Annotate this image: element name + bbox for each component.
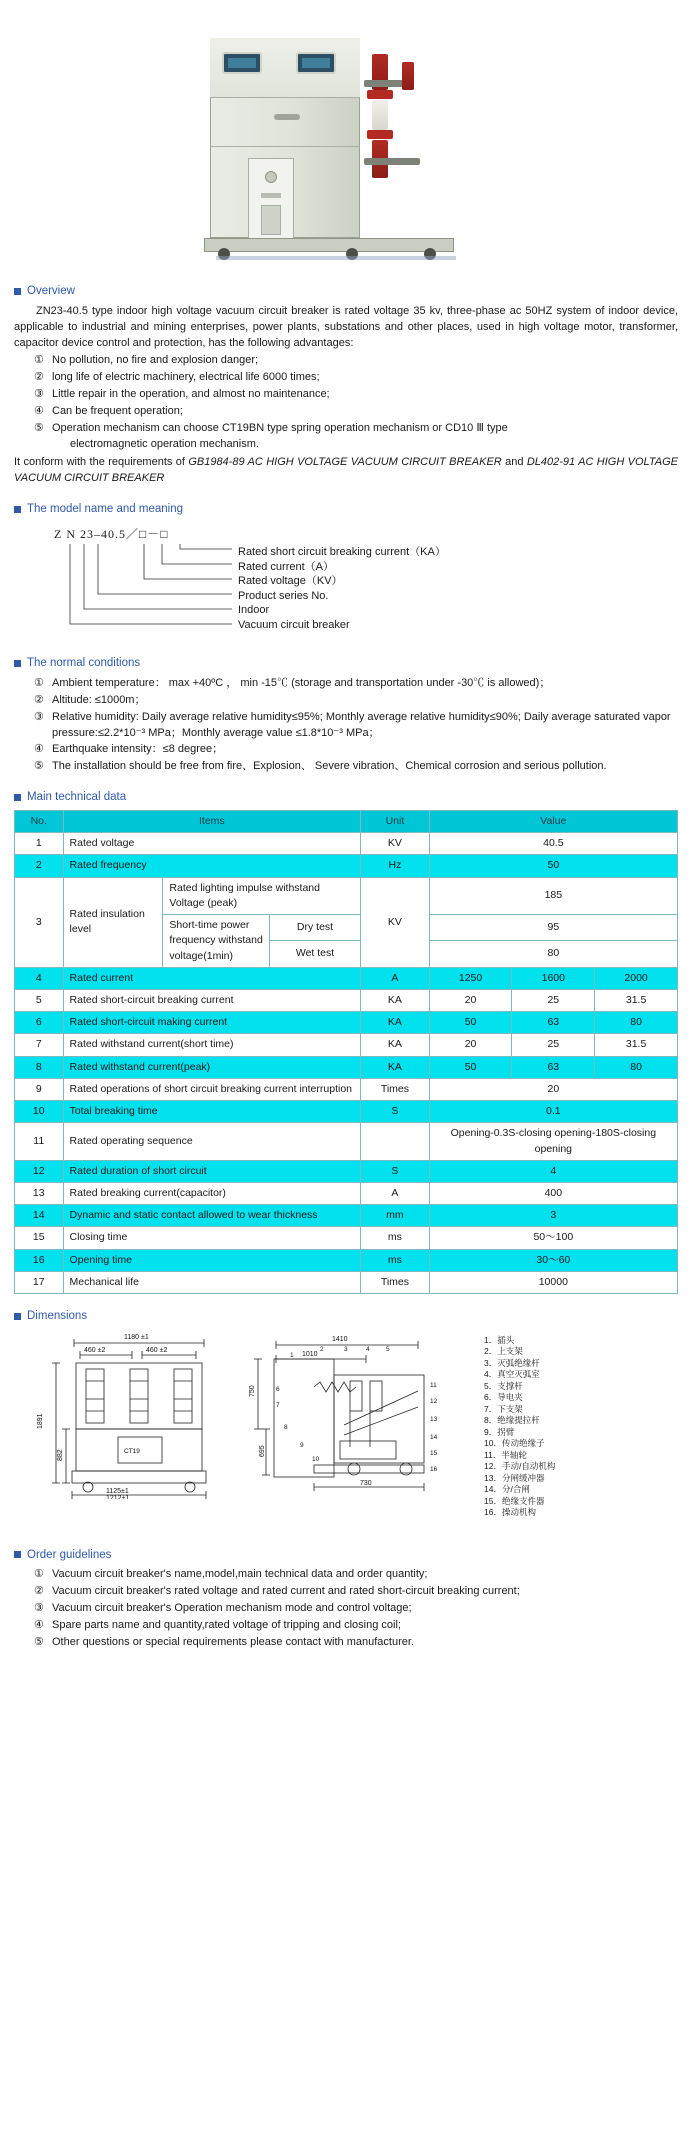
cell-unit: ms — [361, 1249, 429, 1271]
cell-no: 7 — [15, 1034, 64, 1056]
cell-unit: Hz — [361, 855, 429, 877]
list-marker: ③ — [34, 388, 44, 401]
list-item — [34, 1567, 678, 1583]
cell-item: Rated operating sequence — [63, 1123, 361, 1160]
dim-1010: 1010 — [302, 1350, 318, 1358]
part-item: 12．手动/自动机构 — [484, 1461, 556, 1472]
list-item — [34, 387, 678, 403]
cell-test-type: Wet test — [269, 941, 360, 967]
panel-slot — [261, 193, 281, 198]
cell-value-3: 80 — [595, 1056, 678, 1078]
cell-item: Dynamic and static contact allowed to wear thickness — [63, 1205, 361, 1227]
table-row — [15, 1227, 678, 1249]
section-header-conditions — [14, 655, 678, 672]
part-item: 3．灭弧绝缘杆 — [484, 1357, 540, 1368]
section-header-dimensions — [14, 1308, 678, 1325]
cell-unit: KA — [361, 1012, 429, 1034]
svg-text:7: 7 — [276, 1401, 280, 1409]
cell-no: 13 — [15, 1182, 64, 1204]
cell-unit: KA — [361, 1056, 429, 1078]
cell-value-2: 63 — [512, 1056, 595, 1078]
list-item — [34, 676, 678, 692]
list-marker: ① — [34, 354, 44, 367]
svg-text:16: 16 — [430, 1465, 438, 1473]
cell-no: 11 — [15, 1123, 64, 1160]
standard-2: DL402-91 AC HIGH VOLTAGE VACUUM CIRCUIT BREAKER — [14, 456, 678, 485]
list-item — [34, 1635, 678, 1651]
cell-unit: S — [361, 1160, 429, 1182]
svg-text:8: 8 — [284, 1423, 288, 1431]
cell-value-3: 31.5 — [595, 989, 678, 1011]
table-row — [15, 1182, 678, 1204]
section-header-order — [14, 1547, 678, 1564]
model-labels — [238, 545, 446, 633]
cell-item: Rated short-circuit making current — [63, 1012, 361, 1034]
list-marker: ② — [34, 371, 44, 384]
cell-value: 3 — [429, 1205, 677, 1227]
list-text: Little repair in the operation, and almost no maintenance; — [52, 388, 330, 401]
terminal-arm-lower — [364, 158, 420, 165]
overview-intro: ZN23-40.5 type indoor high voltage vacuum circuit breaker is rated voltage 35 kv, three-phase ac 50HZ system of indoor device, applicable to industrial and mining enterprises, power plants, substations and other places, used in high voltage motor, transformer, capacitor device control and protection, has the following advantages: — [14, 304, 678, 349]
list-marker: ④ — [34, 1619, 44, 1632]
conditions-list — [14, 676, 678, 776]
cell-no: 3 — [15, 877, 64, 967]
list-item — [34, 1601, 678, 1617]
bullet-square-icon — [14, 288, 21, 295]
cell-value-2: 25 — [512, 989, 595, 1011]
table-row — [15, 967, 678, 989]
svg-text:14: 14 — [430, 1433, 438, 1441]
cell-value: 50～100 — [429, 1227, 677, 1249]
list-marker: ① — [34, 1568, 44, 1581]
list-marker: ① — [34, 676, 44, 689]
bullet-square-icon — [14, 660, 21, 667]
model-label: Indoor — [238, 604, 270, 617]
cell-item: Total breaking time — [63, 1101, 361, 1123]
parts-legend — [484, 1335, 664, 1519]
svg-text:9: 9 — [300, 1441, 304, 1449]
list-item — [34, 404, 678, 420]
cell-no: 2 — [15, 855, 64, 877]
model-label: Rated current（A） — [238, 560, 334, 573]
cell-value-1: 50 — [429, 1056, 512, 1078]
tech-title: Main technical data — [27, 791, 127, 804]
table-row — [15, 1078, 678, 1100]
cell-sub-name: Short-time power frequency withstand voltage(1min) — [163, 915, 269, 968]
pole-red-rear — [402, 62, 414, 90]
cell-unit: KV — [361, 833, 429, 855]
cell-unit: mm — [361, 1205, 429, 1227]
svg-text:10: 10 — [312, 1455, 320, 1463]
list-marker: ② — [34, 693, 44, 706]
cell-value: 80 — [429, 941, 677, 967]
list-text: Can be frequent operation; — [52, 405, 183, 418]
list-marker: ⑤ — [34, 422, 44, 435]
dim-730: 730 — [360, 1479, 372, 1487]
dim-460-left: 460 ±2 — [84, 1346, 106, 1354]
cell-value: 95 — [429, 915, 677, 941]
list-marker: ③ — [34, 1602, 44, 1615]
cell-no: 1 — [15, 833, 64, 855]
model-title: The model name and meaning — [27, 502, 183, 515]
cell-value-1: 20 — [429, 1034, 512, 1056]
cell-value-1: 1250 — [429, 967, 512, 989]
model-label: Vacuum circuit breaker — [238, 619, 350, 632]
section-header-model — [14, 501, 678, 518]
col-value: Value — [429, 811, 677, 833]
cell-unit: ms — [361, 1227, 429, 1249]
list-text: Operation mechanism can choose CT19BN type spring operation mechanism or CD10 Ⅲ type — [52, 422, 508, 435]
cell-unit: Times — [361, 1078, 429, 1100]
cell-value: 400 — [429, 1182, 677, 1204]
meter-left — [222, 52, 262, 74]
standard-1: GB1984-89 AC HIGH VOLTAGE VACUUM CIRCUIT BREAKER — [188, 456, 502, 469]
part-item: 11．半轴轮 — [484, 1449, 527, 1460]
cell-item: Closing time — [63, 1227, 361, 1249]
cell-unit: S — [361, 1101, 429, 1123]
bullet-square-icon — [14, 506, 21, 513]
list-item — [34, 710, 678, 742]
cell-value: 4 — [429, 1160, 677, 1182]
standards-conjunction: and — [501, 456, 527, 469]
svg-text:3: 3 — [344, 1345, 348, 1353]
cell-value: 30～60 — [429, 1249, 677, 1271]
cell-item: Mechanical life — [63, 1271, 361, 1293]
model-leader-lines — [32, 543, 678, 639]
list-text: long life of electric machinery, electrical life 6000 times; — [52, 371, 320, 384]
part-item: 8．绝缘提拉杆 — [484, 1415, 540, 1426]
cell-value: 185 — [429, 877, 677, 914]
list-item — [34, 353, 678, 369]
list-marker: ④ — [34, 405, 44, 418]
col-no: No. — [15, 811, 64, 833]
list-text: Ambient temperature： max +40ºC ， min -15℃ (storage and transportation under -30℃ is allowed)； — [52, 676, 551, 689]
part-item: 4．真空灭弧室 — [484, 1369, 540, 1380]
part-item: 7．下支架 — [484, 1403, 523, 1414]
cell-value-2: 25 — [512, 1034, 595, 1056]
product-photo — [14, 0, 678, 269]
label-ct19: CT19 — [124, 1447, 140, 1455]
table-header-row — [15, 811, 678, 833]
col-unit: Unit — [361, 811, 429, 833]
part-item: 13．分闸缓冲器 — [484, 1472, 545, 1483]
cabinet-seam — [210, 146, 360, 147]
table-body — [15, 833, 678, 1294]
order-list — [14, 1567, 678, 1651]
list-text: Relative humidity: Daily average relative humidity≤95%; Monthly average relative humidity≤90%; Daily average saturated vapor pressure:≤2.2*10⁻³ MPa；Monthly average value ≤1.8*10⁻³ MPa； — [52, 710, 671, 739]
cell-item: Rated voltage — [63, 833, 361, 855]
list-text: No pollution, no fire and explosion danger; — [52, 354, 259, 367]
part-item: 1．插头 — [484, 1334, 515, 1345]
dimensions-title: Dimensions — [27, 1310, 88, 1323]
insulator-lower — [367, 130, 393, 139]
list-item — [34, 1618, 678, 1634]
list-text: Other questions or special requirements please contact with manufacturer. — [52, 1636, 414, 1649]
technical-data-table — [14, 810, 678, 1294]
cell-value-2: 63 — [512, 1012, 595, 1034]
list-text: Vacuum circuit breaker's rated voltage and rated current and rated short-circuit breaking current; — [52, 1585, 520, 1598]
cell-item: Rated operations of short circuit breaking current interruption — [63, 1078, 361, 1100]
cell-no: 8 — [15, 1056, 64, 1078]
part-item: 10．传动绝缘子 — [484, 1438, 545, 1449]
cell-no: 12 — [15, 1160, 64, 1182]
cell-item: Rated breaking current(capacitor) — [63, 1182, 361, 1204]
cell-value-3: 31.5 — [595, 1034, 678, 1056]
cell-test-type: Dry test — [269, 915, 360, 941]
table-row — [15, 855, 678, 877]
photo-shadow — [216, 256, 456, 260]
list-item — [34, 742, 678, 758]
order-title: Order guidelines — [27, 1548, 112, 1561]
cell-unit: Times — [361, 1271, 429, 1293]
dim-1891: 1891 — [37, 1413, 44, 1429]
col-items: Items — [63, 811, 361, 833]
dim-460-right: 460 ±2 — [146, 1346, 168, 1354]
cell-unit: A — [361, 1182, 429, 1204]
cell-unit — [361, 1123, 429, 1160]
cell-value: Opening-0.3S-closing opening-180S-closing opening — [429, 1123, 677, 1160]
cell-item: Rated withstand current(peak) — [63, 1056, 361, 1078]
dim-750: 750 — [249, 1385, 256, 1397]
control-panel — [248, 158, 294, 240]
bullet-square-icon — [14, 1551, 21, 1558]
svg-text:13: 13 — [430, 1415, 438, 1423]
callout-numbers — [276, 1346, 438, 1473]
cabinet-handle — [274, 114, 300, 120]
cell-item: Rated frequency — [63, 855, 361, 877]
cell-value: 0.1 — [429, 1101, 677, 1123]
cell-insulation-label: Rated insulation level — [63, 877, 163, 967]
list-item — [34, 1584, 678, 1600]
cell-item: Rated current — [63, 967, 361, 989]
list-marker: ④ — [34, 743, 44, 756]
table-row-insulation-1 — [15, 877, 678, 914]
model-code: Z N 23–40.5／□－□ — [54, 526, 169, 541]
cell-item: Rated short-circuit breaking current — [63, 989, 361, 1011]
bullet-square-icon — [14, 794, 21, 801]
bullet-square-icon — [14, 1313, 21, 1320]
meter-right — [296, 52, 336, 74]
insulator-upper — [367, 90, 393, 99]
leader-lines-svg — [32, 543, 262, 639]
svg-text:5: 5 — [386, 1345, 390, 1353]
table-row — [15, 1271, 678, 1293]
list-item — [34, 421, 678, 453]
cell-value: 10000 — [429, 1271, 677, 1293]
cell-unit: KA — [361, 1034, 429, 1056]
part-item: 16．操动机构 — [484, 1507, 536, 1518]
dim-695: 695 — [259, 1445, 266, 1457]
list-marker: ⑤ — [34, 1636, 44, 1649]
cell-item: Rated duration of short circuit — [63, 1160, 361, 1182]
cell-no: 4 — [15, 967, 64, 989]
list-subtext: electromagnetic operation mechanism. — [70, 438, 259, 451]
dim-1212: 1212±1 — [106, 1494, 130, 1499]
model-label: Rated short circuit breaking current（KA） — [238, 546, 446, 559]
cell-no: 17 — [15, 1271, 64, 1293]
cell-value: 20 — [429, 1078, 677, 1100]
panel-knob — [265, 171, 277, 183]
dimension-drawings — [14, 1329, 678, 1533]
cell-no: 5 — [15, 989, 64, 1011]
cell-sub-name: Rated lighting impulse withstand Voltage (peak) — [163, 877, 361, 914]
dim-1180: 1180 ±1 — [124, 1333, 149, 1341]
cell-value: 50 — [429, 855, 677, 877]
part-item: 6．导电夹 — [484, 1392, 523, 1403]
svg-text:2: 2 — [320, 1345, 324, 1353]
overview-standards — [14, 455, 678, 487]
cell-value-2: 1600 — [512, 967, 595, 989]
list-item — [34, 759, 678, 775]
cell-value: 40.5 — [429, 833, 677, 855]
cell-unit: KV — [361, 877, 429, 967]
cell-no: 16 — [15, 1249, 64, 1271]
cell-item: Rated withstand current(short time) — [63, 1034, 361, 1056]
svg-text:6: 6 — [276, 1385, 280, 1393]
table-row — [15, 1056, 678, 1078]
standards-prefix: It conform with the requirements of — [14, 456, 189, 469]
list-marker: ② — [34, 1585, 44, 1598]
list-item — [34, 370, 678, 386]
cell-value-3: 2000 — [595, 967, 678, 989]
table-row — [15, 989, 678, 1011]
part-item: 14．分/合闸 — [484, 1484, 530, 1495]
cell-no: 10 — [15, 1101, 64, 1123]
svg-text:15: 15 — [430, 1449, 438, 1457]
overview-title: Overview — [27, 285, 75, 297]
panel-window — [261, 205, 281, 235]
list-text: Vacuum circuit breaker's name,model,main technical data and order quantity; — [52, 1568, 428, 1581]
cell-unit: A — [361, 967, 429, 989]
part-item: 2．上支架 — [484, 1346, 523, 1357]
list-marker: ③ — [34, 710, 44, 723]
part-item: 15．绝缘支件器 — [484, 1495, 545, 1506]
list-marker: ⑤ — [34, 760, 44, 773]
section-header-tech — [14, 789, 678, 806]
cell-value-3: 80 — [595, 1012, 678, 1034]
dim-1125: 1125±1 — [106, 1487, 129, 1495]
cell-no: 9 — [15, 1078, 64, 1100]
list-text: Altitude: ≤1000m； — [52, 693, 146, 706]
part-item: 9．拐臂 — [484, 1426, 515, 1437]
pole-white-mid — [372, 100, 388, 130]
list-text: Vacuum circuit breaker's Operation mechanism mode and control voltage; — [52, 1602, 412, 1615]
breaker-illustration — [196, 18, 496, 263]
svg-text:4: 4 — [366, 1345, 370, 1353]
table-row — [15, 1205, 678, 1227]
conditions-title: The normal conditions — [27, 657, 141, 670]
table-row — [15, 1012, 678, 1034]
trolley-base — [204, 238, 454, 252]
section-header-overview — [14, 283, 678, 300]
cell-item: Opening time — [63, 1249, 361, 1271]
table-row — [15, 1123, 678, 1160]
model-diagram-block — [14, 522, 678, 641]
list-text: The installation should be free from fire、Explosion、 Severe vibration、Chemical corrosion and serious pollution. — [52, 760, 607, 773]
cell-no: 14 — [15, 1205, 64, 1227]
model-label: Product series No. — [238, 589, 329, 602]
table-row — [15, 833, 678, 855]
model-label: Rated voltage（KV） — [238, 575, 343, 588]
table-row — [15, 1160, 678, 1182]
cell-no: 15 — [15, 1227, 64, 1249]
cell-no: 6 — [15, 1012, 64, 1034]
dim-1410: 1410 — [332, 1335, 348, 1343]
cell-value-1: 20 — [429, 989, 512, 1011]
table-row — [15, 1249, 678, 1271]
cell-unit: KA — [361, 989, 429, 1011]
part-item: 5．支撑杆 — [484, 1380, 523, 1391]
overview-list — [14, 353, 678, 453]
list-text: Spare parts name and quantity,rated voltage of tripping and closing coil; — [52, 1619, 401, 1632]
table-row — [15, 1101, 678, 1123]
svg-text:12: 12 — [430, 1397, 438, 1405]
cell-value-1: 50 — [429, 1012, 512, 1034]
list-text: Earthquake intensity：≤8 degree； — [52, 743, 224, 756]
svg-text:1: 1 — [290, 1351, 294, 1359]
svg-text:11: 11 — [430, 1381, 437, 1389]
table-row — [15, 1034, 678, 1056]
list-item — [34, 693, 678, 709]
dim-882: 882 — [57, 1449, 64, 1461]
